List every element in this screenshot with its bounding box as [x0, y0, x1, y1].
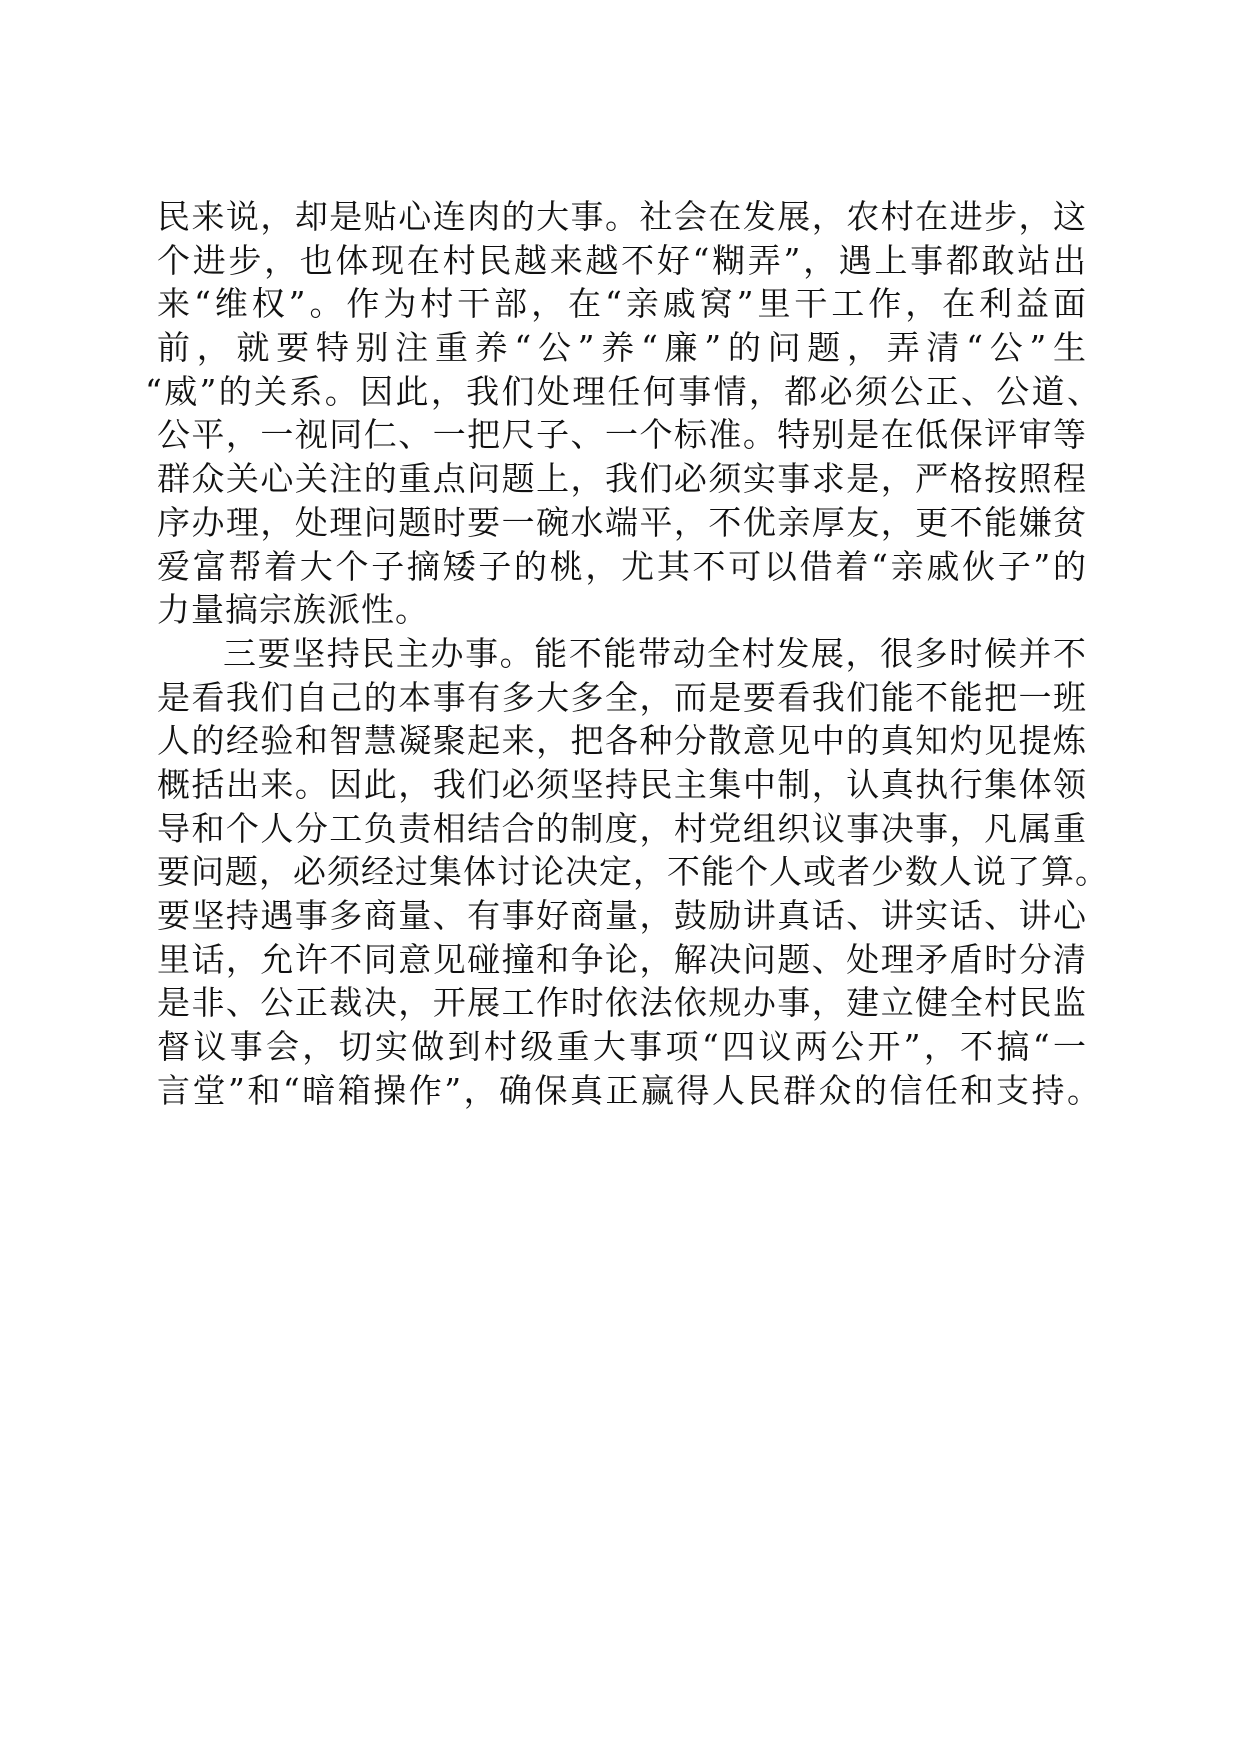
text-line: 群众关心关注的重点问题上，我们必须实事求是，严格按照程	[157, 459, 1087, 499]
text-line: 里话，允许不同意见碰撞和争论，解决问题、处理矛盾时分清	[157, 939, 1087, 979]
text-line: 公平，一视同仁、一把尺子、一个标准。特别是在低保评审等	[157, 415, 1087, 455]
text-line: 人的经验和智慧凝聚起来，把各种分散意见中的真知灼见提炼	[157, 721, 1087, 761]
text-line: 要坚持遇事多商量、有事好商量，鼓励讲真话、讲实话、讲心	[157, 896, 1087, 935]
body-text	[145, 195, 1109, 1112]
text-line: 是非、公正裁决，开展工作时依法依规办事，建立健全村民监	[157, 983, 1087, 1023]
text-line: 要问题，必须经过集体讨论决定，不能个人或者少数人说了算。	[157, 852, 1109, 892]
text-line: 督议事会，切实做到村级重大事项“四议两公开”，不搞“一	[157, 1027, 1087, 1067]
text-line: 来“维权”。作为村干部，在“亲戚窝”里干工作，在利益面	[157, 284, 1087, 324]
text-line: 三要坚持民主办事。能不能带动全村发展，很多时候并不	[223, 633, 1087, 673]
text-line: 力量搞宗族派性。	[157, 590, 429, 630]
text-line: 是看我们自己的本事有多大多全，而是要看我们能不能把一班	[157, 677, 1087, 717]
text-line: 概括出来。因此，我们必须坚持民主集中制，认真执行集体领	[157, 764, 1087, 804]
text-line: 民来说，却是贴心连肉的大事。社会在发展，农村在进步，这	[157, 197, 1087, 236]
text-line: 爱富帮着大个子摘矮子的桃，尤其不可以借着“亲戚伙子”的	[157, 546, 1087, 586]
text-line: “威”的关系。因此，我们处理任何事情，都必须公正、公道、	[145, 371, 1101, 411]
text-line: 导和个人分工负责相结合的制度，村党组织议事决事，凡属重	[157, 808, 1087, 848]
text-line: 个进步，也体现在村民越来越不好“糊弄”，遇上事都敢站出	[157, 240, 1087, 280]
text-line: 前，就要特别注重养“公”养“廉”的问题，弄清“公”生	[157, 328, 1087, 368]
text-line: 序办理，处理问题时要一碗水端平，不优亲厚友，更不能嫌贫	[157, 502, 1087, 542]
text-line: 言堂”和“暗箱操作”，确保真正赢得人民群众的信任和支持。	[157, 1070, 1101, 1110]
